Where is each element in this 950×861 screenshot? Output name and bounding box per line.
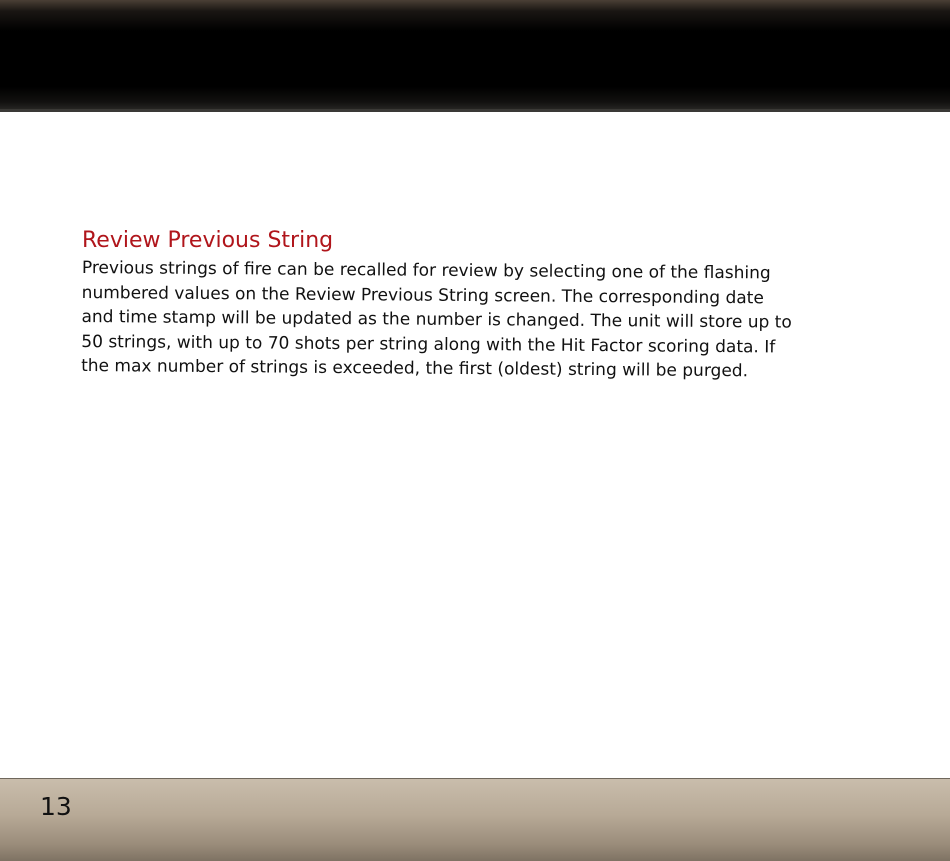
- section-heading: Review Previous String: [82, 228, 334, 253]
- top-banner-divider: [0, 109, 950, 112]
- body-line: the max number of strings is exceeded, the first (oldest) string will be purged.: [81, 355, 749, 382]
- footer-band: [0, 778, 950, 861]
- manual-section: [81, 226, 842, 382]
- body-line: 50 strings, with up to 70 shots per string along with the Hit Factor scoring data. If: [81, 331, 776, 357]
- section-body: [81, 256, 842, 384]
- body-line: Previous strings of fire can be recalled for review by selecting one of the flashing: [81, 257, 771, 284]
- page-number: 13: [40, 792, 72, 821]
- body-line: and time stamp will be updated as the number is changed. The unit will store up to: [81, 306, 792, 333]
- top-banner: [0, 0, 950, 111]
- body-line: numbered values on the Review Previous String screen. The corresponding date: [81, 282, 764, 308]
